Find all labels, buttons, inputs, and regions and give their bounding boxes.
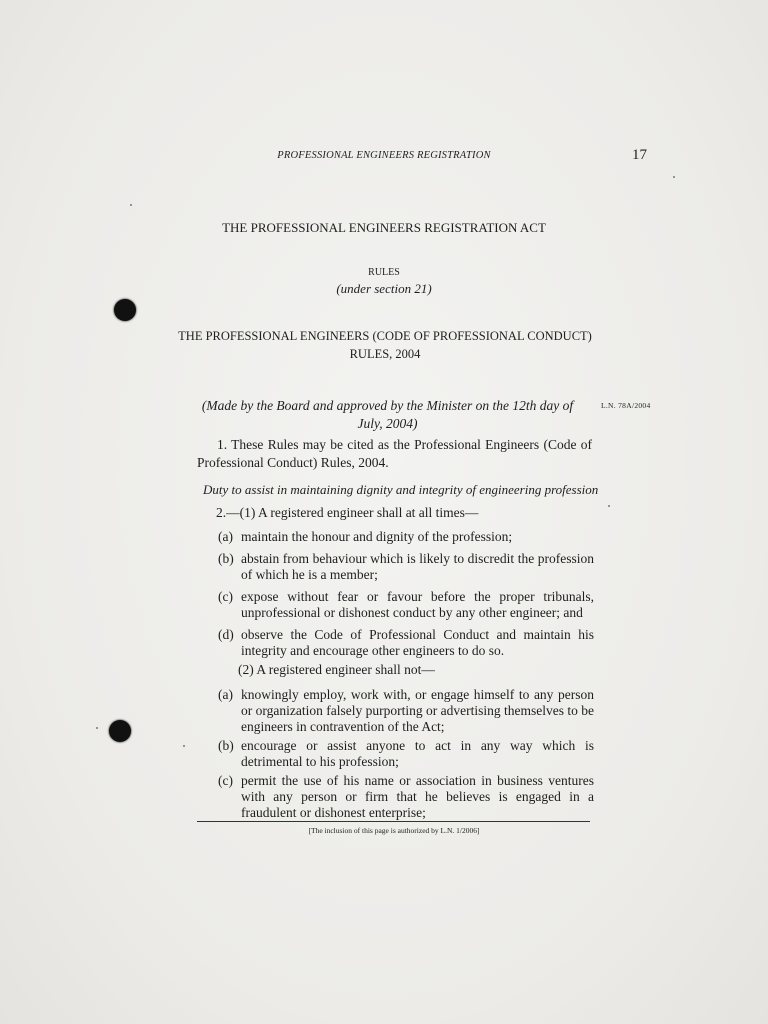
short-title xyxy=(150,327,620,363)
list-item xyxy=(218,589,594,621)
list-item xyxy=(218,529,594,545)
under-section: (under section 21) xyxy=(336,281,432,296)
rules-label: RULES xyxy=(368,267,400,278)
item-label: (c) xyxy=(218,589,233,604)
page-number: 17 xyxy=(632,147,647,163)
scan-speck xyxy=(130,204,132,206)
item-text: encourage or assist anyone to act in any way which is detrimental to his profession; xyxy=(241,738,594,769)
section-2-heading: Duty to assist in maintaining dignity and integrity of engineering profession xyxy=(203,482,599,497)
short-title-line1: THE PROFESSIONAL ENGINEERS (CODE OF PROFESSIONAL CONDUCT) xyxy=(178,329,592,343)
item-label: (b) xyxy=(218,551,234,566)
scan-speck xyxy=(673,176,675,178)
item-label: (a) xyxy=(218,687,233,702)
item-text: expose without fear or favour before the proper tribunals, unprofessional or dishonest conduct by any other engineer; and xyxy=(241,589,594,620)
short-title-line2: RULES, 2004 xyxy=(349,347,421,361)
punch-hole-bottom xyxy=(109,720,131,742)
list-item xyxy=(218,627,594,659)
running-head: PROFESSIONAL ENGINEERS REGISTRATION xyxy=(277,150,491,161)
scan-speck xyxy=(96,727,98,729)
item-label: (d) xyxy=(218,627,234,642)
item-label: (b) xyxy=(218,738,234,753)
act-title: THE PROFESSIONAL ENGINEERS REGISTRATION ACT xyxy=(222,220,546,235)
rule-1-citation: 1. These Rules may be cited as the Professional Engineers (Code of Professional Conduct) Rules, 2004. xyxy=(197,437,592,470)
made-by-preamble: (Made by the Board and approved by the Minister on the 12th day of July, 2004) xyxy=(201,398,574,431)
scan-speck xyxy=(608,505,610,507)
item-text: observe the Code of Professional Conduct and maintain his integrity and encourage other engineers to do so. xyxy=(241,627,594,658)
footer-divider xyxy=(197,821,590,822)
list-item xyxy=(218,551,594,583)
list-item xyxy=(218,773,594,821)
list-item xyxy=(218,687,594,735)
item-label: (c) xyxy=(218,773,233,788)
footer-note: [The inclusion of this page is authorized by L.N. 1/2006] xyxy=(308,826,480,835)
item-text: abstain from behaviour which is likely to discredit the profession of which he is a member; xyxy=(241,551,594,582)
item-text: knowingly employ, work with, or engage himself to any person or organization falsely purporting or advertising themselves to be engineers in contravention of the Act; xyxy=(241,687,594,734)
subsection-2-lead: (2) A registered engineer shall not— xyxy=(238,662,435,677)
item-text: maintain the honour and dignity of the profession; xyxy=(241,529,513,544)
punch-hole-top xyxy=(114,299,136,321)
item-label: (a) xyxy=(218,529,233,544)
section-2-lead: 2.—(1) A registered engineer shall at all times— xyxy=(216,505,479,520)
margin-note: L.N. 78A/2004 xyxy=(601,401,651,410)
scan-speck xyxy=(183,745,185,747)
item-text: permit the use of his name or association in business ventures with any person or firm that he believes is engaged in a fraudulent or dishonest enterprise; xyxy=(241,773,594,820)
list-item xyxy=(218,738,594,770)
